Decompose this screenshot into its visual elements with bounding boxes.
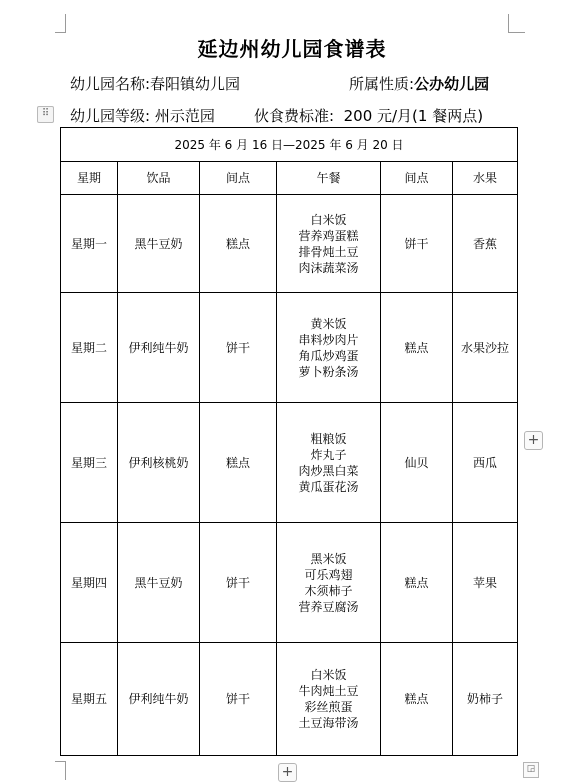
- snack-cell[interactable]: 饼干: [381, 195, 453, 293]
- meal-fee: [254, 105, 483, 126]
- nature-label: 所属性质:: [349, 75, 415, 93]
- kindergarten-nature: [349, 73, 489, 94]
- kindergarten-name: 幼儿园名称:春阳镇幼儿园: [70, 75, 241, 93]
- lunch-item: 牛肉炖土豆: [298, 684, 359, 698]
- lunch-item: 黄米饭: [310, 316, 347, 331]
- lunch-item: 土豆海带汤: [298, 716, 359, 730]
- fruit-cell[interactable]: 香蕉: [453, 195, 518, 293]
- page-corner-mark-bottom-left: [55, 761, 66, 780]
- snack-cell[interactable]: 仙贝: [381, 403, 453, 523]
- snack-cell[interactable]: 饼干: [200, 643, 277, 756]
- nature-value: 公办幼儿园: [414, 75, 490, 93]
- lunch-item: 彩丝煎蛋: [304, 700, 353, 714]
- table-move-handle-icon[interactable]: ⠿: [37, 106, 54, 123]
- lunch-item: 可乐鸡翅: [304, 567, 353, 582]
- lunch-item: 营养鸡蛋糕: [298, 228, 359, 243]
- lunch-item: 木须柿子: [304, 583, 353, 598]
- snack-cell[interactable]: 糕点: [381, 293, 453, 403]
- snack-cell[interactable]: 糕点: [200, 403, 277, 523]
- lunch-item: 肉炒黑白菜: [298, 463, 359, 478]
- add-column-plus-icon[interactable]: +: [524, 431, 543, 450]
- drink-cell[interactable]: 伊利核桃奶: [118, 403, 200, 523]
- lunch-cell[interactable]: [277, 643, 381, 756]
- fruit-cell[interactable]: 苹果: [453, 523, 518, 643]
- lunch-item: 串料炒肉片: [298, 332, 359, 347]
- day-cell[interactable]: 星期五: [61, 643, 118, 756]
- lunch-item: 角瓜炒鸡蛋: [298, 348, 359, 363]
- table-row: [61, 293, 518, 403]
- lunch-item: 排骨炖土豆: [298, 244, 359, 259]
- fee-value: 200 元/月(1 餐两点): [343, 107, 484, 125]
- fruit-cell[interactable]: 水果沙拉: [453, 293, 518, 403]
- day-cell[interactable]: 星期四: [61, 523, 118, 643]
- snack-cell[interactable]: 饼干: [200, 523, 277, 643]
- menu-table: [60, 127, 518, 756]
- fee-label: 伙食费标准:: [254, 107, 335, 125]
- page-corner-mark-top-left: [55, 14, 66, 33]
- lunch-item: 白米饭: [310, 668, 347, 682]
- lunch-item: 黑米饭: [310, 551, 347, 566]
- document-title: 延边州幼儿园食谱表: [197, 37, 387, 61]
- kindergarten-level: 幼儿园等级: 州示范园: [70, 107, 215, 125]
- drink-cell[interactable]: 伊利纯牛奶: [118, 293, 200, 403]
- lunch-item: 营养豆腐汤: [298, 599, 359, 614]
- drink-cell[interactable]: 黑牛豆奶: [118, 195, 200, 293]
- header-snack-morning[interactable]: 间点: [200, 162, 277, 195]
- drink-cell[interactable]: 伊利纯牛奶: [118, 643, 200, 756]
- header-lunch[interactable]: 午餐: [277, 162, 381, 195]
- lunch-item: 萝卜粉条汤: [298, 364, 359, 379]
- table-row: [61, 643, 518, 756]
- day-cell[interactable]: 星期一: [61, 195, 118, 293]
- table-row: [61, 195, 518, 293]
- fruit-cell[interactable]: 奶柿子: [453, 643, 518, 756]
- lunch-item: 炸丸子: [310, 447, 347, 462]
- date-range-cell[interactable]: 2025 年 6 月 16 日—2025 年 6 月 20 日: [61, 128, 518, 162]
- header-day[interactable]: 星期: [61, 162, 118, 195]
- table-row: [61, 523, 518, 643]
- lunch-cell[interactable]: [277, 293, 381, 403]
- day-cell[interactable]: 星期三: [61, 403, 118, 523]
- lunch-cell[interactable]: [277, 523, 381, 643]
- header-fruit[interactable]: 水果: [453, 162, 518, 195]
- table-row: [61, 403, 518, 523]
- header-snack-afternoon[interactable]: 间点: [381, 162, 453, 195]
- lunch-item: 白米饭: [310, 212, 347, 227]
- lunch-item: 肉沫蔬菜汤: [298, 260, 359, 275]
- resize-corner-icon[interactable]: ◲: [523, 762, 539, 778]
- lunch-cell[interactable]: [277, 195, 381, 293]
- drink-cell[interactable]: 黑牛豆奶: [118, 523, 200, 643]
- day-cell[interactable]: 星期二: [61, 293, 118, 403]
- fruit-cell[interactable]: 西瓜: [453, 403, 518, 523]
- page-corner-mark-top-right: [508, 14, 525, 33]
- snack-cell[interactable]: 糕点: [381, 643, 453, 756]
- snack-cell[interactable]: 糕点: [200, 195, 277, 293]
- lunch-item: 粗粮饭: [310, 431, 347, 446]
- lunch-item: 黄瓜蛋花汤: [298, 479, 359, 494]
- snack-cell[interactable]: 糕点: [381, 523, 453, 643]
- header-drink[interactable]: 饮品: [118, 162, 200, 195]
- lunch-cell[interactable]: [277, 403, 381, 523]
- add-row-plus-icon[interactable]: +: [278, 763, 297, 782]
- snack-cell[interactable]: 饼干: [200, 293, 277, 403]
